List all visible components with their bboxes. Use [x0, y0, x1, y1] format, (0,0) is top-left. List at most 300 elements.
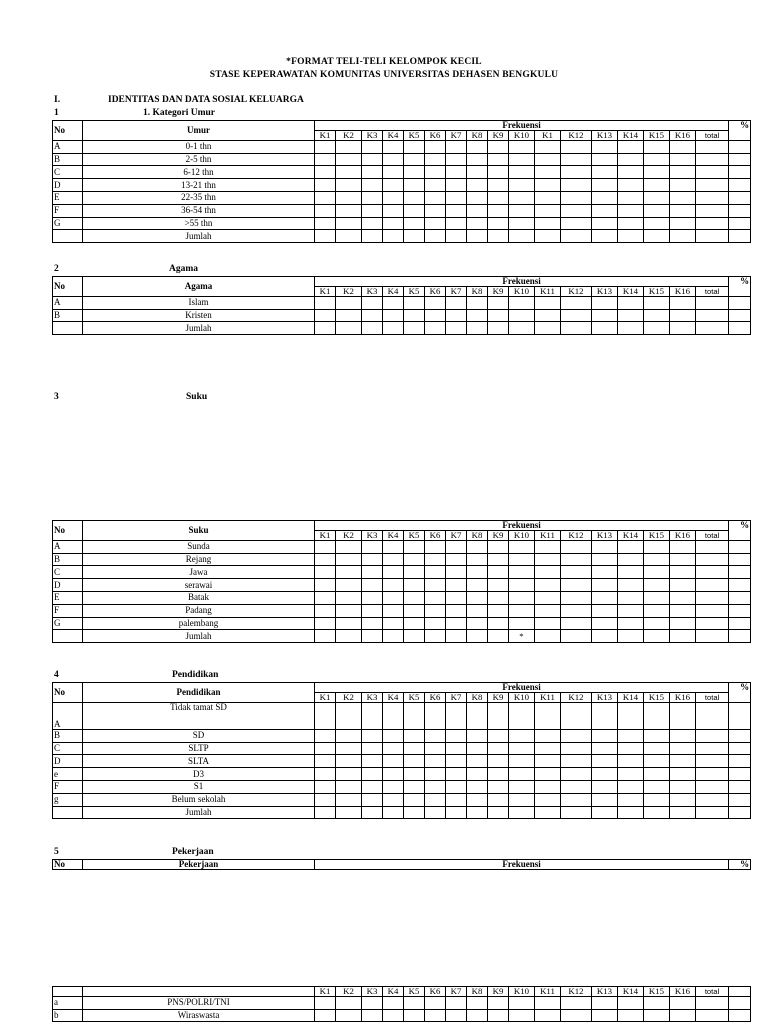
tally-cell [336, 230, 362, 243]
tally-cell [383, 1009, 404, 1022]
column-header-total: total [696, 531, 729, 541]
tally-cell [644, 322, 670, 335]
column-header-k15: K15 [644, 131, 670, 141]
row-label: 0-1 thn [83, 140, 315, 153]
column-header-k11: K11 [535, 987, 561, 997]
tally-cell [425, 702, 446, 729]
table-row [53, 780, 751, 793]
tally-cell [592, 780, 618, 793]
tally-cell [383, 591, 404, 604]
tally-cell [404, 322, 425, 335]
tally-cell [362, 591, 383, 604]
percent-cell [729, 755, 751, 768]
tally-cell [696, 179, 729, 192]
tally-cell [404, 793, 425, 806]
tally-cell [467, 217, 488, 230]
tally-cell [467, 729, 488, 742]
table-row [53, 309, 751, 322]
tally-cell [315, 591, 336, 604]
tally-cell [425, 309, 446, 322]
tally-cell [509, 806, 535, 819]
tally-cell [618, 702, 644, 729]
column-header-no: No [53, 277, 83, 297]
tally-cell [404, 566, 425, 579]
tally-cell [561, 591, 592, 604]
tally-cell [336, 179, 362, 192]
tally-cell [404, 996, 425, 1009]
tally-cell [644, 204, 670, 217]
column-header-k8: K8 [467, 531, 488, 541]
table-row [53, 230, 751, 243]
column-header-k3: K3 [362, 287, 383, 297]
tally-cell [362, 702, 383, 729]
tally-cell [561, 630, 592, 643]
tally-cell [336, 204, 362, 217]
tally-cell [644, 742, 670, 755]
blank-cell [53, 987, 83, 997]
column-header-k5: K5 [404, 693, 425, 703]
tally-cell [696, 230, 729, 243]
column-header-frekuensi: Frekuensi [315, 683, 729, 693]
tally-cell [315, 768, 336, 781]
tally-cell [404, 630, 425, 643]
row-code: D [53, 179, 83, 192]
tally-cell [644, 579, 670, 592]
tally-cell [644, 996, 670, 1009]
row-code: F [53, 204, 83, 217]
tally-cell [488, 617, 509, 630]
tally-cell [488, 702, 509, 729]
column-header-category: Pendidikan [83, 683, 315, 703]
row-label: Jumlah [83, 230, 315, 243]
row-label: 36-54 thn [83, 204, 315, 217]
tally-cell [561, 322, 592, 335]
tally-cell [670, 768, 696, 781]
tally-cell [561, 204, 592, 217]
tally-cell [509, 729, 535, 742]
tally-cell [592, 204, 618, 217]
tally-cell [404, 591, 425, 604]
column-header-k12: K12 [561, 131, 592, 141]
tally-cell [315, 166, 336, 179]
column-header-frekuensi: Frekuensi [315, 277, 729, 287]
tally-cell [467, 553, 488, 566]
table-agama [52, 276, 751, 335]
tally-cell [670, 742, 696, 755]
tally-cell [592, 309, 618, 322]
percent-cell [729, 566, 751, 579]
tally-cell [425, 140, 446, 153]
tally-cell [618, 540, 644, 553]
tally-cell [446, 322, 467, 335]
tally-cell [446, 1009, 467, 1022]
tally-cell [670, 540, 696, 553]
tally-cell [592, 217, 618, 230]
tally-cell [488, 591, 509, 604]
row-label: Jumlah [83, 630, 315, 643]
row-code: D [53, 579, 83, 592]
tally-cell [425, 780, 446, 793]
tally-cell [561, 793, 592, 806]
tally-cell [535, 140, 561, 153]
tally-cell [696, 591, 729, 604]
tally-cell [644, 166, 670, 179]
table-row [53, 729, 751, 742]
tally-cell [592, 566, 618, 579]
row-label: Tidak tamat SD [83, 702, 315, 729]
tally-cell [446, 729, 467, 742]
tally-cell [618, 217, 644, 230]
tally-cell [315, 579, 336, 592]
tally-cell [670, 179, 696, 192]
tally-cell [535, 540, 561, 553]
tally-cell [362, 230, 383, 243]
tally-cell [696, 1009, 729, 1022]
column-header-k5: K5 [404, 531, 425, 541]
tally-cell [670, 140, 696, 153]
column-header-k9: K9 [488, 987, 509, 997]
row-code [53, 630, 83, 643]
tally-cell [315, 742, 336, 755]
column-header-k14: K14 [618, 987, 644, 997]
tally-cell [644, 217, 670, 230]
tally-cell [644, 604, 670, 617]
column-header-k16: K16 [670, 693, 696, 703]
tally-cell [561, 166, 592, 179]
tally-cell [383, 780, 404, 793]
column-header-no: No [53, 860, 83, 870]
tally-cell [670, 322, 696, 335]
column-header-k12: K12 [561, 287, 592, 297]
column-header-total: total [696, 987, 729, 997]
tally-cell [404, 806, 425, 819]
tally-cell [561, 566, 592, 579]
tally-cell [592, 230, 618, 243]
tally-cell [383, 179, 404, 192]
column-header-frekuensi: Frekuensi [315, 121, 729, 131]
percent-cell [729, 742, 751, 755]
row-code: B [53, 553, 83, 566]
tally-cell [336, 768, 362, 781]
tally-cell [488, 296, 509, 309]
row-code: B [53, 309, 83, 322]
tally-cell [383, 755, 404, 768]
tally-cell [362, 579, 383, 592]
tally-cell [592, 591, 618, 604]
column-header-k5: K5 [404, 987, 425, 997]
row-code: F [53, 604, 83, 617]
tally-cell [467, 204, 488, 217]
tally-cell [383, 309, 404, 322]
tally-cell [592, 996, 618, 1009]
row-code: E [53, 591, 83, 604]
row-label: SLTP [83, 742, 315, 755]
tally-cell [446, 230, 467, 243]
column-header-k4: K4 [383, 531, 404, 541]
tally-cell [467, 793, 488, 806]
column-header-k13: K13 [592, 131, 618, 141]
row-code [53, 322, 83, 335]
tally-cell [336, 540, 362, 553]
tally-cell [592, 179, 618, 192]
tally-cell [315, 309, 336, 322]
tally-cell [336, 742, 362, 755]
tally-cell [670, 309, 696, 322]
tally-cell [404, 780, 425, 793]
column-header-k7: K7 [446, 287, 467, 297]
column-header-k6: K6 [425, 531, 446, 541]
tally-cell [383, 742, 404, 755]
tally-cell [383, 630, 404, 643]
tally-cell [535, 604, 561, 617]
tally-cell [362, 729, 383, 742]
table-row [53, 153, 751, 166]
tally-cell [509, 553, 535, 566]
tally-cell [362, 630, 383, 643]
tally-cell [644, 191, 670, 204]
column-header-k7: K7 [446, 531, 467, 541]
percent-cell [729, 806, 751, 819]
table-pekerjaan-number: 5 [54, 847, 59, 857]
tally-cell [670, 806, 696, 819]
column-header-k4: K4 [383, 693, 404, 703]
row-label: Rejang [83, 553, 315, 566]
percent-cell [729, 553, 751, 566]
column-header-k3: K3 [362, 531, 383, 541]
tally-cell [561, 553, 592, 566]
tally-cell [362, 604, 383, 617]
row-code: C [53, 742, 83, 755]
tally-cell [488, 566, 509, 579]
tally-cell [535, 768, 561, 781]
tally-cell [670, 217, 696, 230]
tally-cell [383, 204, 404, 217]
tally-cell [670, 793, 696, 806]
tally-cell [404, 702, 425, 729]
tally-cell [509, 742, 535, 755]
table-row [53, 140, 751, 153]
tally-cell [488, 579, 509, 592]
tally-cell [315, 996, 336, 1009]
percent-cell [729, 153, 751, 166]
tally-cell [467, 604, 488, 617]
percent-cell [729, 191, 751, 204]
tally-cell [644, 806, 670, 819]
tally-cell [315, 806, 336, 819]
table-row [53, 322, 751, 335]
section-number: I. [54, 95, 61, 105]
tally-cell [670, 780, 696, 793]
tally-cell [446, 702, 467, 729]
tally-cell [315, 553, 336, 566]
tally-cell [509, 296, 535, 309]
tally-cell [561, 140, 592, 153]
tally-cell [383, 996, 404, 1009]
percent-cell [729, 322, 751, 335]
tally-cell [467, 591, 488, 604]
column-header-frekuensi: Frekuensi [315, 860, 729, 870]
tally-cell [488, 322, 509, 335]
tally-cell [467, 1009, 488, 1022]
blank-cell [729, 987, 751, 997]
tally-cell [446, 996, 467, 1009]
tally-cell [425, 793, 446, 806]
column-header-k8: K8 [467, 131, 488, 141]
tally-cell [446, 296, 467, 309]
tally-cell [425, 591, 446, 604]
tally-cell [336, 566, 362, 579]
tally-cell [467, 166, 488, 179]
tally-cell [488, 166, 509, 179]
tally-cell [336, 553, 362, 566]
tally-cell [362, 179, 383, 192]
tally-cell [618, 806, 644, 819]
percent-cell [729, 793, 751, 806]
tally-cell [488, 309, 509, 322]
tally-cell [404, 579, 425, 592]
row-label: 2-5 thn [83, 153, 315, 166]
tally-cell [315, 604, 336, 617]
tally-cell [425, 179, 446, 192]
tally-cell [467, 540, 488, 553]
table-umur-number: 1 [54, 108, 59, 118]
tally-cell [315, 630, 336, 643]
table-row [53, 793, 751, 806]
tally-cell [509, 191, 535, 204]
tally-cell [535, 793, 561, 806]
table-row [53, 166, 751, 179]
row-code [53, 230, 83, 243]
table-row [53, 806, 751, 819]
tally-cell [618, 591, 644, 604]
tally-cell [404, 204, 425, 217]
column-header-total: total [696, 131, 729, 141]
row-label: PNS/POLRI/TNI [83, 996, 315, 1009]
tally-cell [561, 179, 592, 192]
tally-cell [618, 755, 644, 768]
column-header-k1: K1 [315, 531, 336, 541]
tally-cell [362, 742, 383, 755]
tally-cell [467, 742, 488, 755]
tally-cell [488, 553, 509, 566]
column-header-k12: K12 [561, 987, 592, 997]
tally-cell [670, 579, 696, 592]
tally-cell [362, 755, 383, 768]
table-row [53, 204, 751, 217]
tally-cell [670, 1009, 696, 1022]
row-label: Jawa [83, 566, 315, 579]
tally-cell [509, 1009, 535, 1022]
tally-cell [592, 617, 618, 630]
section-title: IDENTITAS DAN DATA SOSIAL KELUARGA [108, 95, 304, 105]
tally-cell [509, 996, 535, 1009]
row-code [53, 806, 83, 819]
tally-cell [509, 617, 535, 630]
tally-cell [425, 806, 446, 819]
percent-cell [729, 702, 751, 729]
tally-cell [561, 296, 592, 309]
tally-cell [488, 230, 509, 243]
tally-cell [315, 793, 336, 806]
tally-cell [383, 296, 404, 309]
column-header-k11: K11 [535, 693, 561, 703]
column-header-k1: K1 [315, 693, 336, 703]
tally-cell [535, 179, 561, 192]
column-header-k14: K14 [618, 131, 644, 141]
row-code: G [53, 217, 83, 230]
row-code: E [53, 191, 83, 204]
row-label: serawai [83, 579, 315, 592]
tally-cell [535, 153, 561, 166]
tally-cell [509, 768, 535, 781]
tally-cell [362, 166, 383, 179]
tally-cell [383, 217, 404, 230]
tally-cell [315, 140, 336, 153]
percent-cell [729, 579, 751, 592]
percent-cell [729, 309, 751, 322]
column-header-k8: K8 [467, 987, 488, 997]
column-header-total: total [696, 693, 729, 703]
row-label: D3 [83, 768, 315, 781]
tally-cell [315, 322, 336, 335]
tally-cell [425, 630, 446, 643]
table-pendidikan-title: Pendidikan [172, 670, 219, 680]
tally-cell [592, 742, 618, 755]
tally-cell [488, 140, 509, 153]
percent-cell [729, 729, 751, 742]
tally-cell [696, 780, 729, 793]
tally-cell [425, 204, 446, 217]
tally-cell [644, 793, 670, 806]
tally-cell [509, 793, 535, 806]
tally-cell [670, 996, 696, 1009]
column-header-k7: K7 [446, 131, 467, 141]
column-header-k13: K13 [592, 531, 618, 541]
table-row [53, 179, 751, 192]
column-header-k10: K10 [509, 287, 535, 297]
tally-cell [425, 617, 446, 630]
percent-cell [729, 617, 751, 630]
tally-cell [383, 140, 404, 153]
tally-cell [535, 309, 561, 322]
tally-cell [644, 780, 670, 793]
column-header-total: total [696, 287, 729, 297]
tally-cell [592, 768, 618, 781]
tally-cell [467, 806, 488, 819]
table-suku-title: Suku [186, 392, 208, 402]
tally-cell [336, 153, 362, 166]
tally-cell [425, 166, 446, 179]
tally-cell [425, 322, 446, 335]
tally-cell [644, 768, 670, 781]
table-row [53, 217, 751, 230]
tally-cell [425, 566, 446, 579]
tally-cell [644, 617, 670, 630]
column-header-k6: K6 [425, 987, 446, 997]
table-pendidikan-number: 4 [54, 670, 59, 680]
tally-cell [446, 768, 467, 781]
column-header-k15: K15 [644, 987, 670, 997]
column-header-k10: K10 [509, 987, 535, 997]
percent-cell [729, 230, 751, 243]
tally-cell [336, 793, 362, 806]
column-header-k9: K9 [488, 693, 509, 703]
column-header-k14: K14 [618, 693, 644, 703]
column-header-k6: K6 [425, 131, 446, 141]
tally-cell [535, 742, 561, 755]
column-header-k3: K3 [362, 987, 383, 997]
column-header-no: No [53, 521, 83, 541]
